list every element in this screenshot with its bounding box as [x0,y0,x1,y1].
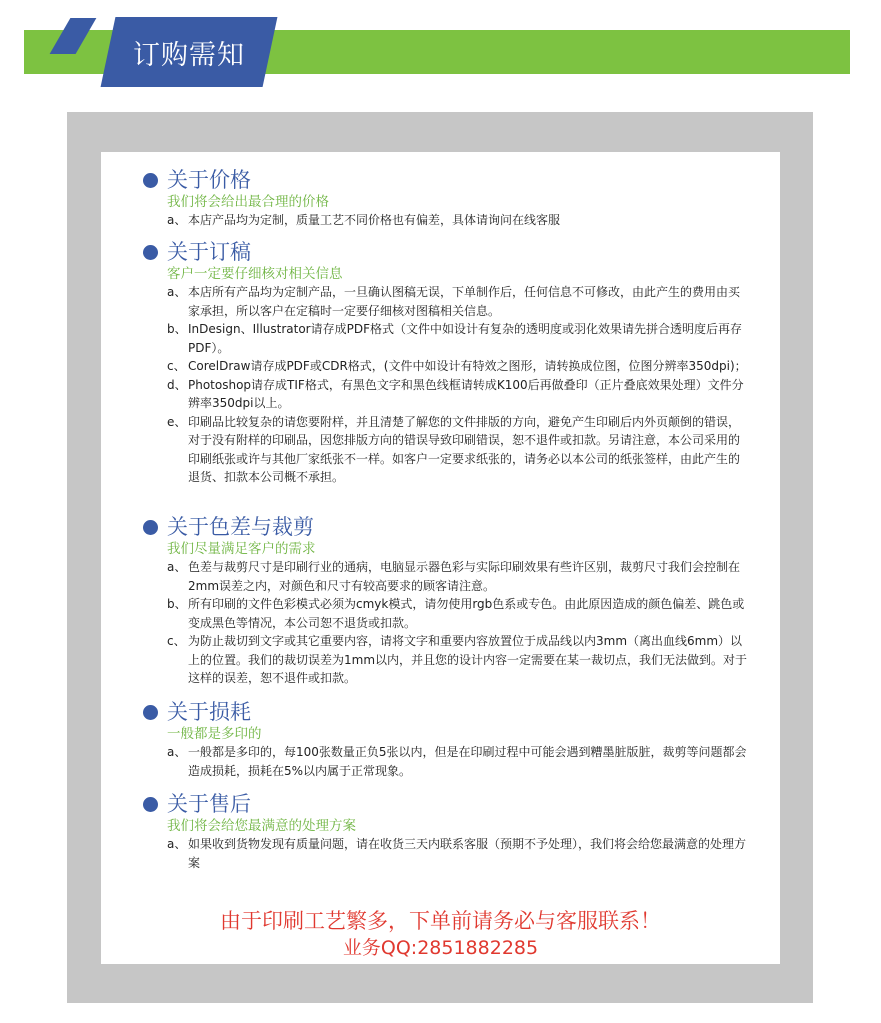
list-item [101,357,780,376]
section-wastage [101,700,780,780]
notice-panel [101,152,780,964]
item-marker: e、 [167,414,187,429]
item-text: 如果收到货物发现有质量问题，请在收货三天内联系客服（预期不予处理），我们将会给您最满意的处理方案 [188,837,747,870]
section-proof [101,240,780,487]
item-text: 所有印刷的文件色彩模式必须为cmyk模式，请勿使用rgb色系或专色。由此原因造成的颜色偏差、跳色或变成黑色等情况，本公司恕不退货或扣款。 [188,597,745,630]
item-text: CorelDraw请存成PDF或CDR格式，(文件中如设计有特效之图形，请转换成位图，位图分辨率350dpi)； [188,359,747,373]
contact-qq: 业务QQ:2851882285 [342,937,539,959]
contact-notice: 由于印刷工艺繁多，下单前请务必与客服联系！ [220,909,661,933]
item-text: 色差与裁剪尺寸是印刷行业的通病，电脑显示器色彩与实际印刷效果有些许区别，裁剪尺寸我们会控制在2mm误差之内，对颜色和尺寸有较高要求的顾客请注意。 [188,560,741,593]
item-text: 为防止裁切到文字或其它重要内容，请将文字和重要内容放置位于成品线以内3mm（离出血线6mm）以上的位置。我们的裁切误差为1mm以内，并且您的设计内容一定需要在某一裁切点，我们无法做到。对于这样的误差，恕不退件或扣款。 [188,634,748,685]
section-title: 关于损耗 [167,700,251,724]
list-item [101,283,780,320]
item-marker: a、 [167,745,187,759]
item-text: 本店产品均为定制，质量工艺不同价格也有偏差，具体请询问在线客服 [188,213,561,227]
list-item [101,632,780,688]
item-marker: d、 [167,377,187,392]
section-title: 关于订稿 [167,240,251,264]
item-marker: a、 [167,837,187,851]
page-title: 订购需知 [133,39,245,71]
bullet-icon [143,245,158,260]
item-text: Photoshop请存成TIF格式，有黑色文字和黑色线框请转成K100后再做叠印（正片叠底效果处理）文件分辨率350dpi以上。 [188,377,744,410]
item-text: 本店所有产品均为定制产品，一旦确认图稿无误，下单制作后，任何信息不可修改，由此产生的费用由买家承担，所以客户在定稿时一定要仔细核对图稿相关信息。 [188,285,741,318]
section-subtitle: 我们将会给您最满意的处理方案 [167,818,356,834]
item-marker: a、 [167,285,187,299]
section-after-sales [101,792,780,872]
item-marker: b、 [167,597,187,611]
section-price [101,168,780,230]
list-item [101,595,780,632]
bullet-icon [143,797,158,812]
item-marker: a、 [167,560,187,574]
section-color-trim [101,515,780,688]
item-text: 一般都是多印的，每100张数量正负5张以内，但是在印刷过程中可能会遇到糟墨脏版脏，裁剪等问题都会造成损耗，损耗在5%以内属于正常现象。 [188,745,747,778]
list-item [101,558,780,595]
section-subtitle: 我们尽量满足客户的需求 [167,541,316,557]
list-item [101,835,780,872]
item-marker: c、 [167,634,186,648]
bullet-icon [143,173,158,188]
item-marker: b、 [167,322,187,336]
bullet-icon [143,705,158,720]
section-subtitle: 一般都是多印的 [167,726,262,742]
list-item [101,211,780,230]
item-marker: a、 [167,213,187,227]
list-item [101,743,780,780]
bullet-icon [143,520,158,535]
item-text: InDesign、Illustrator请存成PDF格式（文件中如设计有复杂的透明度或羽化效果请先拼合透明度后再存PDF）。 [188,322,742,355]
list-item [101,320,780,357]
section-title: 关于售后 [167,792,251,816]
item-marker: c、 [167,359,186,373]
list-item [101,376,780,413]
section-title: 关于色差与裁剪 [167,515,314,539]
item-text: 印刷品比较复杂的请您要附样，并且清楚了解您的文件排版的方向，避免产生印刷后内外页颠倒的错误，对于没有附样的印刷品，因您排版方向的错误导致印刷错误，恕不退件或扣款。另请注意，本公司采用的印刷纸张或许与其他厂家纸张不一样。如客户一定要求纸张的，请务必以本公司的纸张签样，由此产生的退货、扣款本公司概不承担。 [188,414,741,484]
section-title: 关于价格 [167,168,251,192]
section-subtitle: 客户一定要仔细核对相关信息 [167,266,343,282]
section-subtitle: 我们将会给出最合理的价格 [167,194,329,210]
list-item [101,413,780,487]
